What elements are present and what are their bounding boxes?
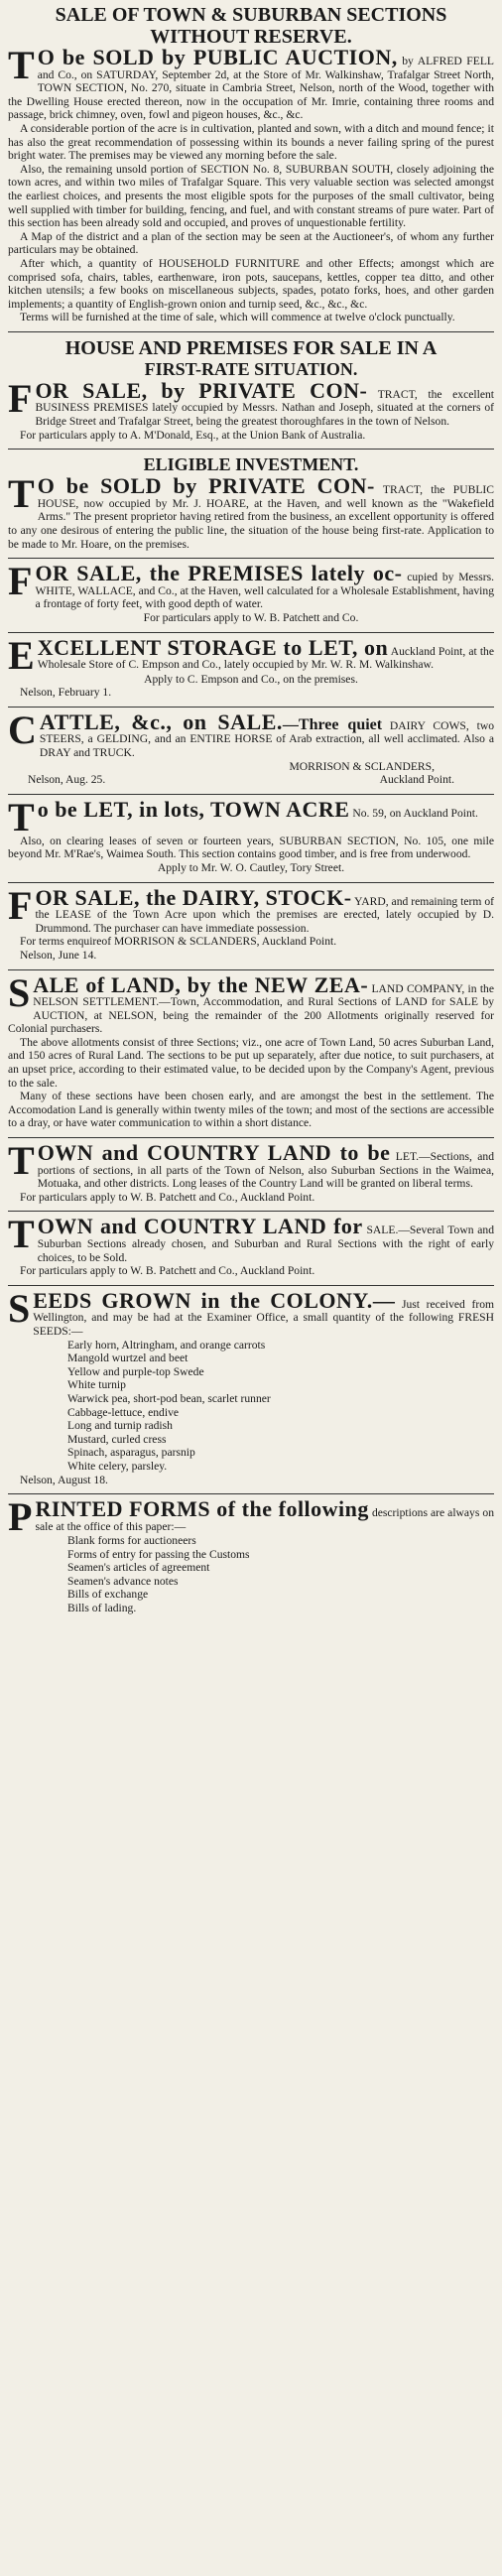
advert-town-acre-to-let	[8, 794, 494, 875]
drop-cap: F	[8, 559, 33, 604]
drop-cap: T	[8, 1138, 35, 1184]
advert-paragraph: A considerable portion of the acre is in cultivation, planted and sown, with a ditch and mound fence; it has also the great recommendation of possessing within its bounds a never failing spring of the purest bright water. The premises may be viewed any morning before the sale.	[8, 121, 494, 163]
divider	[8, 969, 494, 970]
advert-lead	[8, 882, 494, 936]
lead-text: TRACT, the PUBLIC HOUSE, now occupied by Mr. J. HOARE, at the Haven, and well known as the "Wakefield Arms." The present proprietor having retired from the business, an excellent opportunity is offered to any one desirous of entering the public line, the situation of the house being first-rate. Application to be made to Mr. Hoare, on the premises.	[8, 483, 494, 551]
lead-headline: OR SALE, the PREMISES lately oc-	[35, 561, 403, 586]
list-item: Seamen's advance notes	[67, 1574, 179, 1588]
advert-date: Nelson, June 14.	[20, 948, 97, 962]
list-item: Mustard, curled cress	[67, 1432, 167, 1446]
drop-cap: T	[8, 1212, 35, 1257]
drop-cap: T	[8, 471, 35, 517]
advert-printed-forms	[8, 1494, 494, 1615]
lead-text: No. 59, on Auckland Point.	[352, 806, 478, 820]
drop-cap: T	[8, 43, 35, 87]
lead-text: TRACT, the excellent BUSINESS PREMISES lately occupied by Messrs. Nathan and Joseph, situated at the corners of Bridge Street and Trafalgar Street, being the greatest thoroughfares in the town of Nelson.	[35, 387, 495, 429]
divider	[8, 1493, 494, 1494]
lead-text: Just received from Wellington, and may be had at the Examiner Office, a small quantity of the following FRESH SEEDS:—	[33, 1297, 495, 1338]
advert-land-for-sale	[8, 1212, 494, 1278]
drop-cap: E	[8, 632, 35, 678]
advert-contact: Apply to Mr. W. O. Cautley, Tory Street.	[157, 860, 345, 874]
advert-date: Nelson, Aug. 25.	[28, 773, 106, 787]
advert-lead	[8, 43, 494, 122]
advert-lead	[8, 632, 494, 678]
divider	[8, 558, 494, 559]
forms-list	[8, 1534, 494, 1615]
list-item: Warwick pea, short-pod bean, scarlet runner	[67, 1391, 271, 1405]
list-item: Early horn, Altringham, and orange carrots	[67, 1338, 266, 1352]
lead-headline: ALE of LAND, by the NEW ZEA-	[33, 971, 369, 997]
advert-cattle-sale	[8, 707, 494, 787]
lead-headline: EEDS GROWN in the COLONY.	[33, 1287, 373, 1313]
lead-headline: RINTED FORMS of the following	[35, 1496, 369, 1522]
list-item: Spinach, asparagus, parsnip	[67, 1446, 195, 1460]
advert-dairy-stockyard	[8, 882, 494, 963]
lead-headline: OWN and COUNTRY LAND to be	[37, 1140, 391, 1166]
advert-premises-haven	[8, 559, 494, 624]
divider	[8, 794, 494, 795]
divider	[8, 882, 494, 883]
advert-lead	[8, 707, 494, 760]
seed-list	[8, 1339, 494, 1474]
lead-headline: OR SALE, by PRIVATE CON-	[35, 377, 368, 403]
advert-paragraph: A Map of the district and a plan of the section may be seen at the Auctioneer's, of whom any further particulars may be obtained.	[8, 229, 494, 257]
drop-cap: T	[8, 794, 35, 839]
advert-town-suburban-auction	[8, 4, 494, 324]
list-item: Seamen's articles of agreement	[67, 1561, 210, 1575]
lead-headline: o be LET, in lots, TOWN ACRE	[37, 796, 350, 822]
lead-text: cupied by Messrs. WHITE, WALLACE, and Co., at the Haven, well calculated for a Wholesale Establishment, having a frontage of forty feet, with good depth of water.	[35, 571, 494, 611]
advert-paragraph: Many of these sections have been chosen early, and are amongst the best in the settlement. The Accomodation Land is generally within twenty miles of the town; and most of the sections are accessible to a dray, or have water communication to within a short distance.	[8, 1090, 494, 1130]
divider	[8, 1211, 494, 1212]
drop-cap: F	[8, 882, 33, 928]
advert-subtitle: ELIGIBLE INVESTMENT.	[143, 454, 359, 475]
list-item: Long and turnip radish	[67, 1419, 173, 1433]
advert-paragraph: For terms enquireof MORRISON & SCLANDERS, Auckland Point.	[20, 935, 337, 949]
advert-title: HOUSE AND PREMISES FOR SALE IN A	[64, 336, 438, 359]
lead-text: YARD, and remaining term of the LEASE of the Town Acre upon which the premises are erected, lately occupied by D. Drummond. The purchaser can have immediate possession.	[35, 894, 494, 935]
advert-lead	[8, 1494, 494, 1540]
lead-headline: XCELLENT STORAGE to LET, on	[37, 634, 389, 660]
advert-lead	[8, 471, 494, 551]
advert-title: SALE OF TOWN & SUBURBAN SECTIONS WITHOUT RESERVE.	[55, 4, 447, 48]
drop-cap: S	[8, 969, 31, 1015]
advert-eligible-investment	[8, 454, 494, 551]
divider	[8, 449, 494, 450]
lead-text: by ALFRED FELL and Co., on SATURDAY, September 2d, at the Store of Mr. Walkinshaw, Trafalgar Street North, TOWN SECTION, No. 270, situate in Cambria Street, Nelson, north of the Wood, together with the Dwelling House erected thereon, now in the occupation of Mr. Imrie, containing three rooms and passage, brick chimney, oven, fowl and pigeon houses, &c., &c.	[8, 55, 494, 122]
drop-cap: F	[8, 375, 33, 421]
advert-lead	[8, 969, 494, 1036]
divider	[8, 707, 494, 708]
advert-footer	[8, 773, 494, 787]
list-item: White celery, parsley.	[67, 1459, 168, 1473]
drop-cap: P	[8, 1494, 33, 1540]
advert-paragraph: After which, a quantity of HOUSEHOLD FURNITURE and other Effects; amongst which are comprised sofa, chairs, tables, earthenware, iron pots, saucepans, kettles, copper tea ditto, and other kitchen utensils; a few books on miscellaneous subjects, spades, potato forks, hoes, and other garden implements; a quantity of English-grown onion and turnip seed, &c., &c., &c.	[8, 256, 494, 311]
advert-location: Auckland Point.	[379, 773, 454, 787]
advert-paragraph: For particulars apply to A. M'Donald, Esq., at the Union Bank of Australia.	[20, 428, 366, 442]
lead-headline: OR SALE, the DAIRY, STOCK-	[35, 884, 352, 910]
advert-contact: For particulars apply to W. B. Patchett and Co.	[143, 611, 359, 624]
list-item: Blank forms for auctioneers	[67, 1534, 196, 1548]
advert-lead	[8, 794, 494, 839]
lead-headline: O be SOLD by PUBLIC AUCTION,	[37, 45, 398, 69]
advert-lead	[8, 1285, 495, 1339]
advert-paragraph: The above allotments consist of three Sections; viz., one acre of Town Land, 50 acres Suburban Land, and 150 acres of Rural Land. The sections to be put up separately, after due notice, to suit purchasers, at an upset price, according to their estimated value, to be decided upon by the Company's Agent, previous to the sale.	[8, 1035, 494, 1090]
advert-paragraph: Terms will be furnished at the time of sale, which will commence at twelve o'clock punctually.	[20, 311, 455, 324]
list-item: Bills of lading.	[67, 1602, 137, 1615]
divider	[8, 1137, 494, 1138]
advert-storage-to-let	[8, 632, 494, 700]
advert-paragraph: Also, the remaining unsold portion of SECTION No. 8, SUBURBAN SOUTH, closely adjoining the town acres, and within two miles of Trafalgar Square. This very valuable section was selected amongst the earliest choices, and presents the most eligible spots for the purposes of the small cultivator, being well supplied with timber for building, fencing, and fuel, and with constant streams of pure water. Part of this section has been already sold and occupied, and proves of unquestionable fertility.	[8, 162, 494, 230]
advert-contact: Apply to C. Empson and Co., on the premises.	[144, 672, 358, 686]
advert-seeds	[8, 1285, 495, 1486]
list-item: Bills of exchange	[67, 1588, 149, 1602]
lead-headline: OWN and COUNTRY LAND for	[37, 1214, 363, 1239]
list-item: White turnip	[67, 1378, 126, 1392]
lead-text: Auckland Point, at the Wholesale Store of C. Empson and Co., lately occupied by Mr. W. R. M. Walkinshaw.	[37, 644, 494, 672]
advert-paragraph: For particulars apply to W. B. Patchett and Co., Auckland Point.	[20, 1264, 315, 1278]
lead-text: SALE.—Several Town and Suburban Sections already chosen, and Suburban and Rural Sections with the right of early choices, to be Sold.	[37, 1224, 494, 1264]
drop-cap: S	[8, 1285, 31, 1331]
lead-headline-tail: —Three quiet	[282, 715, 383, 733]
advert-house-premises	[8, 337, 494, 442]
list-item: Mangold wurtzel and beet	[67, 1352, 188, 1365]
lead-text: DAIRY COWS, two STEERS, a GELDING, and an ENTIRE HORSE of Arab extraction, all well acclimated. Also a DRAY and TRUCK.	[39, 718, 494, 759]
list-item: Cabbage-lettuce, endive	[67, 1405, 180, 1419]
advert-lead	[8, 1138, 494, 1191]
advert-lead	[8, 1212, 494, 1264]
advert-paragraph: For particulars apply to W. B. Patchett and Co., Auckland Point.	[20, 1190, 315, 1204]
advert-subtitle: FIRST-RATE SITUATION.	[144, 358, 358, 379]
lead-text: LET.—Sections, and portions of sections, in all parts of the Town of Nelson, also Suburban Sections in the Waimea, Motuaka, and other districts. Long leases of the Country Land will be granted on liberal terms.	[37, 1150, 494, 1191]
lead-text: descriptions are always on sale at the office of this paper:—	[35, 1506, 494, 1533]
list-item: Forms of entry for passing the Customs	[67, 1547, 250, 1561]
lead-headline-tail: —	[372, 1287, 396, 1313]
advert-lead	[8, 559, 494, 611]
advert-lead	[8, 375, 495, 429]
advert-signature: MORRISON & SCLANDERS,	[289, 759, 435, 773]
divider	[8, 632, 494, 633]
advert-date: Nelson, February 1.	[20, 686, 112, 700]
lead-text: LAND COMPANY, in the NELSON SETTLEMENT.—Town, Accommodation, and Rural Sections of LAND for SALE by AUCTION, at NELSON, being the remainder of the 200 Allotments originally reserved for Colonial purchasers.	[8, 981, 494, 1036]
advert-land-to-let	[8, 1138, 494, 1204]
advert-nz-company-land	[8, 969, 494, 1131]
divider	[8, 1285, 494, 1286]
advert-paragraph: Also, on clearing leases of seven or fourteen years, SUBURBAN SECTION, No. 105, one mile beyond Mr. M'Rae's, Waimea South. This section contains good timber, and is free from underwood.	[8, 834, 494, 861]
list-item: Yellow and purple-top Swede	[67, 1364, 204, 1378]
lead-headline: O be SOLD by PRIVATE CON-	[37, 473, 375, 499]
lead-headline: ATTLE, &c., on SALE.	[39, 708, 283, 734]
advert-date: Nelson, August 18.	[20, 1473, 108, 1486]
divider	[8, 331, 494, 332]
drop-cap: C	[8, 707, 37, 752]
